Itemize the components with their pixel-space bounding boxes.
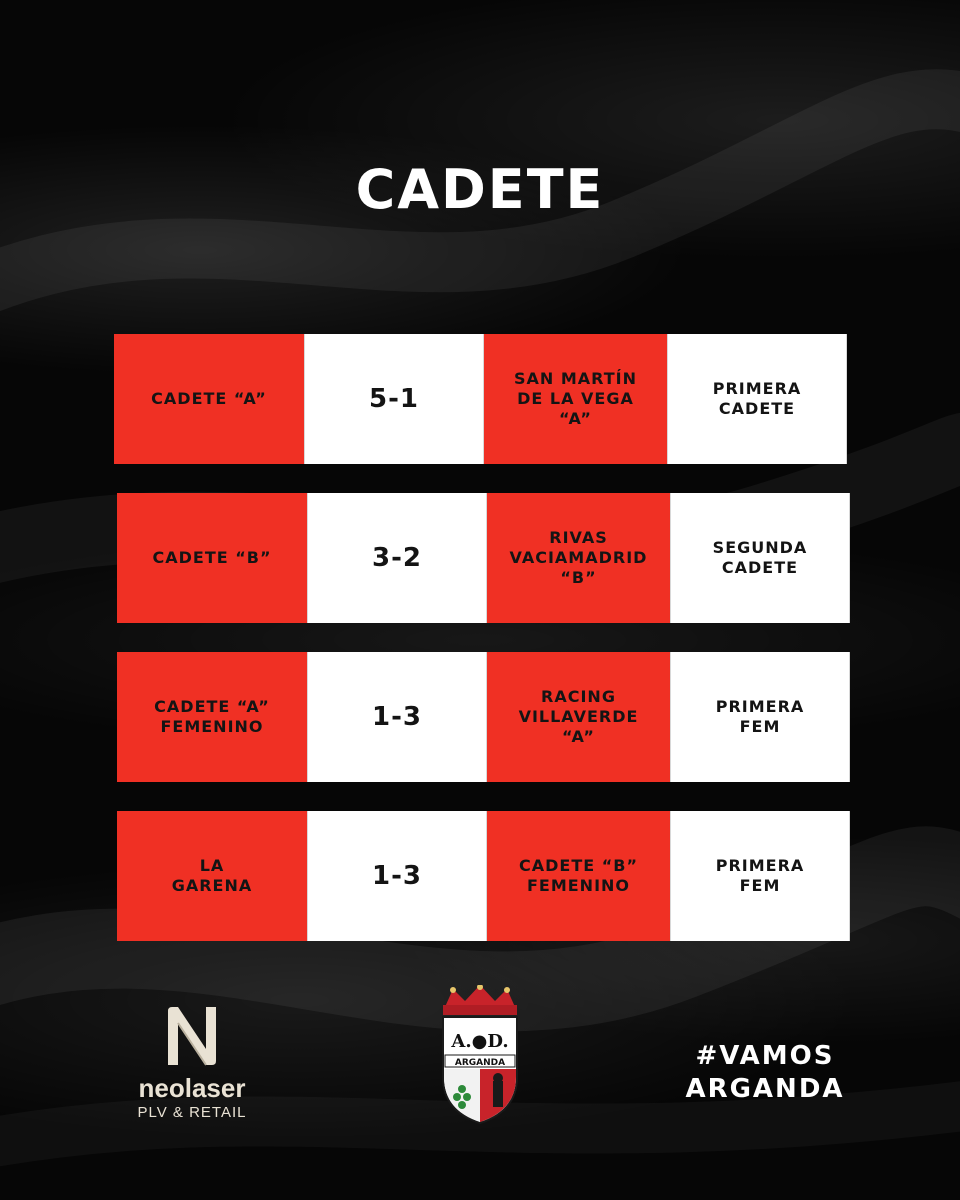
match-row-3 (117, 652, 850, 782)
away-team: CADETE “B” FEMENINO (487, 811, 670, 941)
away-team: RACING VILLAVERDE “A” (487, 652, 670, 782)
page-title: CADETE (355, 158, 605, 221)
away-team: SAN MARTÍN DE LA VEGA “A” (484, 334, 667, 464)
match-row-1 (114, 334, 847, 464)
sponsor-name: neolaser (138, 1073, 246, 1103)
match-row-2 (117, 493, 850, 623)
crest-banner: ARGANDA (454, 1058, 506, 1068)
league: PRIMERA CADETE (667, 334, 847, 464)
score: 3-2 (307, 493, 487, 623)
league: SEGUNDA CADETE (670, 493, 850, 623)
club-crest-icon (435, 985, 525, 1125)
home-team: CADETE “A” (114, 334, 304, 464)
home-team: LA GARENA (117, 811, 307, 941)
score: 5-1 (304, 334, 484, 464)
home-team: CADETE “B” (117, 493, 307, 623)
home-team: CADETE “A” FEMENINO (117, 652, 307, 782)
crest-initials: A.●D. (451, 1031, 509, 1052)
score: 1-3 (307, 652, 487, 782)
sponsor-logo (112, 1005, 272, 1121)
match-row-4 (117, 811, 850, 941)
away-team: RIVAS VACIAMADRID “B” (487, 493, 670, 623)
neolaser-n-icon (160, 1005, 224, 1067)
hashtag: #VAMOS ARGANDA (685, 1041, 845, 1104)
league: PRIMERA FEM (670, 652, 850, 782)
league: PRIMERA FEM (670, 811, 850, 941)
score: 1-3 (307, 811, 487, 941)
sponsor-tagline: PLV & RETAIL (137, 1104, 247, 1121)
